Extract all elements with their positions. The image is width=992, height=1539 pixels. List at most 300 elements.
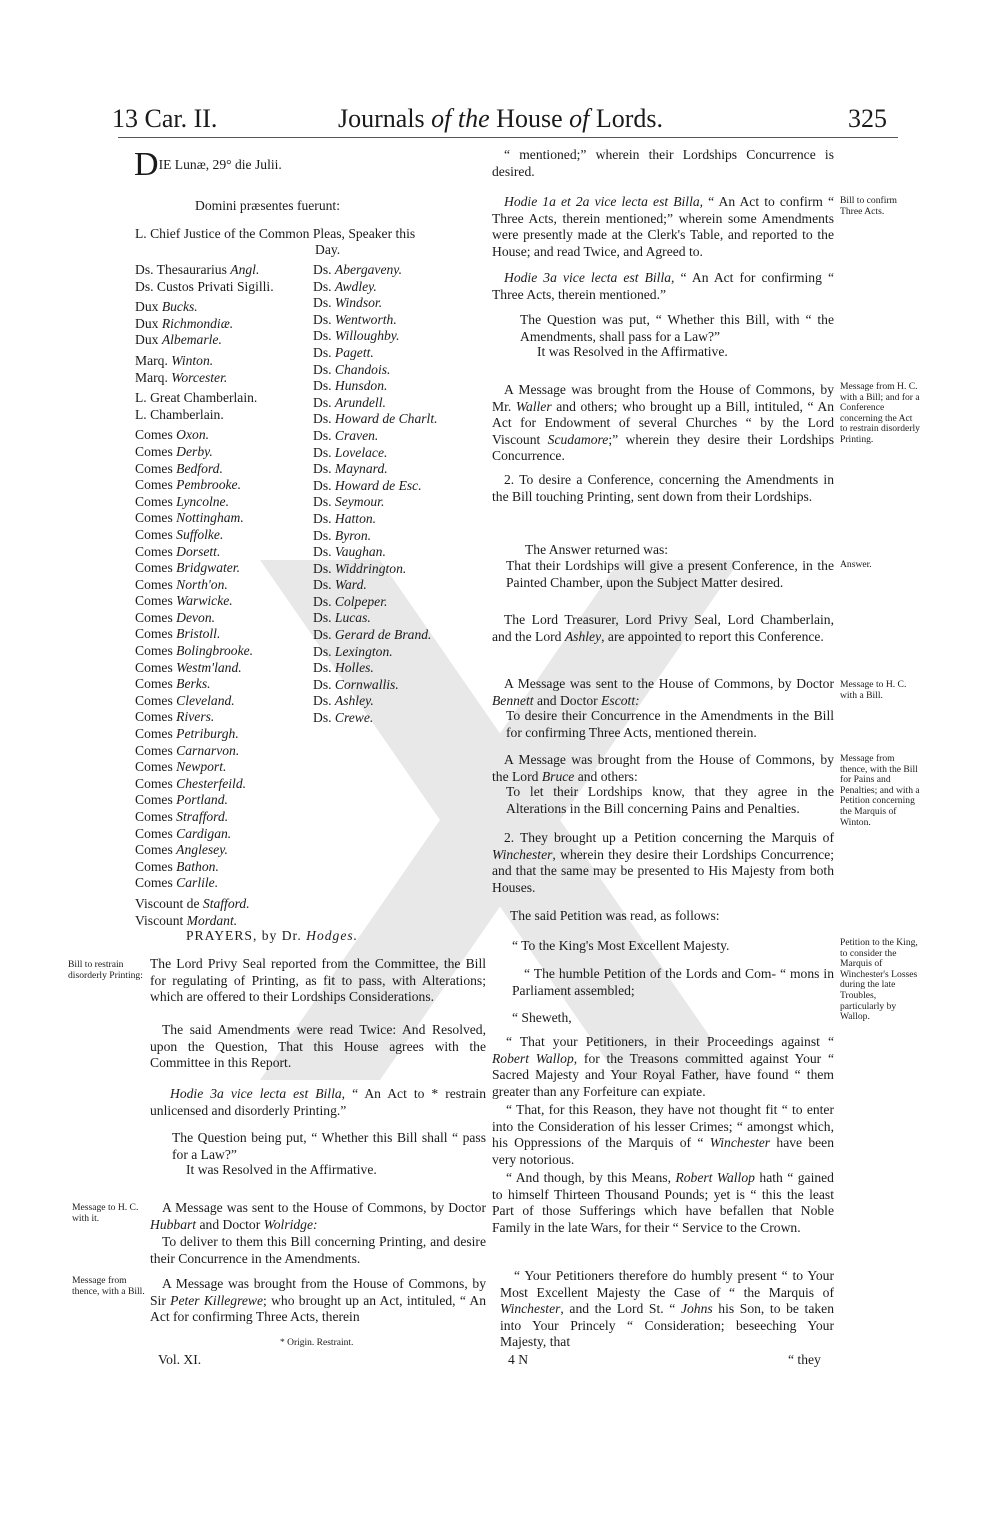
title-journals: Journals — [338, 104, 425, 133]
roll-title: Ds. — [313, 278, 335, 294]
roll-name: Cleveland. — [176, 692, 235, 708]
roll-entry — [135, 544, 305, 561]
r2-formula: Hodie 1a et 2a vice lecta est Billa, — [504, 194, 704, 209]
roll-title: Dux — [135, 332, 162, 348]
roll-entry — [135, 353, 305, 370]
r20-winchester: Winchester — [709, 1135, 771, 1151]
third-reading-bill: “ An Act to * restrain unlicensed and disorderly Printing.” — [150, 1086, 486, 1118]
roll-entry — [135, 610, 305, 627]
roll-title: Marq. — [135, 352, 172, 368]
para-third-reading-printing — [150, 1086, 486, 1119]
roll-name: Howard de Charlt. — [334, 411, 438, 427]
para-r5 — [492, 382, 834, 465]
para-deliver-bill: To deliver to them this Bill concerning Printing, and desire their Concurrence in the Amendments. — [150, 1234, 486, 1266]
header-rule — [118, 137, 898, 138]
roll-name: North'on. — [176, 576, 228, 592]
roll-title: Ds. — [313, 560, 335, 576]
roll-entry — [135, 461, 305, 478]
roll-name: Windsor. — [334, 295, 383, 311]
r10-a: A Message was sent to the House of Commons, by Doctor — [504, 676, 834, 691]
resolved-printing: It was Resolved in the Affirmative. — [186, 1162, 377, 1177]
title-of-the: of the — [431, 104, 490, 133]
para-r4: The Question was put, “ Whether this Bill, with “ the Amendments, shall pass for a Law?” — [520, 312, 834, 344]
petition-para-2 — [492, 1102, 834, 1168]
msg2-name-killegrewe: Peter Killegrewe — [170, 1292, 264, 1308]
roll-name: Maynard. — [334, 461, 388, 477]
prayers-line — [186, 928, 358, 945]
roll-title: Comes — [135, 510, 177, 526]
roll-title: Ds. — [313, 262, 335, 277]
roll-name: Bristoll. — [176, 626, 221, 642]
roll-title: Ds. — [313, 660, 335, 676]
margin-note-petition-king: Petition to the King, to consider the Marquis of Winchester's Losses during the late Troubles, particularly by Wallop. — [840, 937, 918, 1023]
roll-name: Widdrington. — [334, 560, 407, 576]
petition-sheweth: “ Sheweth, — [512, 1010, 572, 1025]
roll-name: Willoughby. — [334, 328, 400, 344]
petition-para-3 — [492, 1170, 834, 1236]
roll-entry — [313, 378, 483, 395]
margin-note-message-to-hc-bill: Message to H. C. with a Bill. — [840, 679, 907, 701]
catchword: “ they — [788, 1352, 821, 1367]
roll-name: Byron. — [334, 527, 372, 543]
roll-title: Comes — [135, 477, 177, 493]
roll-entry — [135, 510, 305, 527]
para-r9 — [492, 612, 834, 645]
page-number: 325 — [848, 104, 887, 133]
roll-title: Ds. — [313, 461, 335, 477]
para-question-printing: The Question being put, “ Whether this Bill shall “ pass for a Law?” — [172, 1130, 486, 1162]
r12-a: A Message was brought from the House of Commons, by the Lord — [492, 752, 834, 784]
roll-entry — [135, 407, 305, 424]
running-head-title — [338, 104, 663, 134]
roll-entry — [313, 528, 483, 545]
roll-title: Comes — [135, 560, 177, 576]
roll-title: Comes — [135, 858, 177, 874]
roll-entry — [313, 478, 483, 495]
roll-name: Warwicke. — [176, 593, 233, 609]
roll-name: Crewe. — [334, 710, 374, 726]
roll-entry — [135, 316, 305, 333]
roll-entry — [135, 676, 305, 693]
roll-entry — [313, 262, 483, 279]
roll-title: Comes — [135, 692, 177, 708]
roll-entry — [313, 494, 483, 511]
roll-title: Ds. — [313, 494, 335, 510]
roll-entry — [313, 345, 483, 362]
roll-name: Bridgwater. — [176, 560, 240, 576]
roll-entry — [313, 594, 483, 611]
roll-title: Comes — [135, 759, 177, 775]
roll-name: Howard de Esc. — [334, 477, 422, 493]
r12-c: and others: — [577, 768, 638, 784]
roll-entry — [135, 494, 305, 511]
roll-title: Ds. — [313, 427, 335, 443]
roll-entry — [313, 362, 483, 379]
r3-text: “ An Act for confirming “ Three Acts, therein mentioned.” — [492, 270, 834, 302]
roll-entry — [135, 390, 305, 407]
r14-a: 2. They brought up a Petition concerning the Marquis of — [504, 830, 834, 845]
r10-escott: Escott: — [601, 692, 640, 708]
roll-entry — [135, 709, 305, 726]
roll-entry — [135, 913, 305, 930]
msg-name-wolridge: Wolridge: — [263, 1216, 318, 1232]
roll-entry — [135, 527, 305, 544]
roll-name: Devon. — [176, 609, 216, 625]
roll-title: Comes — [135, 842, 177, 858]
roll-name: Bedford. — [176, 460, 223, 476]
r14-c: , wherein they desire their Lordships Concurrence; and that the same may be presented to His Majesty from both Houses. — [492, 846, 834, 895]
roll-entry — [135, 809, 305, 826]
margin-note-answer: Answer. — [840, 559, 872, 570]
roll-entry — [135, 660, 305, 677]
roll-title: Comes — [135, 809, 177, 824]
roll-name: Holles. — [334, 660, 374, 676]
roll-name: Anglesey. — [176, 842, 228, 858]
roll-title: Ds. — [313, 610, 335, 626]
roll-title: Dux — [135, 315, 162, 331]
roll-entry — [313, 428, 483, 445]
roll-name: Ashley. — [334, 693, 374, 709]
roll-title: Dux — [135, 299, 162, 315]
speaker-line-2: Day. — [315, 242, 341, 257]
roll-entry — [313, 627, 483, 644]
roll-title: Ds. — [313, 693, 335, 709]
roll-title: Comes — [135, 825, 177, 841]
roll-name: Winton. — [171, 352, 214, 368]
drop-cap: D — [134, 146, 159, 183]
roll-title: Ds. — [313, 295, 335, 311]
r5-scudamore: Scudamore — [547, 431, 609, 447]
roll-name: Chandois. — [334, 361, 391, 377]
roll-name: Chesterfeild. — [176, 775, 247, 791]
roll-entry — [313, 677, 483, 694]
roll-entry — [135, 776, 305, 793]
roll-entry — [135, 262, 305, 279]
msg2-text-c: ; who brought up an Act, intituled, “ An Act for confirming Three Acts, therein — [150, 1292, 487, 1325]
roll-title: Ds. — [313, 627, 335, 643]
r19-wallop: Robert Wallop — [492, 1050, 574, 1066]
para-message-from-commons — [150, 1276, 486, 1326]
para-r2 — [492, 194, 834, 260]
roll-title: Comes — [135, 593, 177, 609]
r22-a: “ Your Petitioners therefore do humbly present “ to Your Most Excellent Majesty the Case of “ the Marquis of — [500, 1268, 834, 1300]
roll-title: Comes — [135, 460, 177, 476]
roll-name: Strafford. — [176, 809, 229, 824]
para-r3 — [492, 270, 834, 303]
footnote: * Origin. Restraint. — [280, 1338, 354, 1348]
roll-name: Craven. — [334, 427, 379, 443]
dateline — [134, 146, 282, 183]
para-r6: 2. To desire a Conference, concerning the Amendments in the Bill touching Printing, sent down from their Lordships. — [492, 472, 834, 504]
roll-entry — [135, 726, 305, 743]
para-amendments-read: The said Amendments were read Twice: And Resolved, upon the Question, That this House agrees with the Committee in this Report. — [150, 1022, 486, 1071]
roll-title: Comes — [135, 526, 177, 542]
para-lord-privy-seal-report: The Lord Privy Seal reported from the Committee, the Bill for regulating of Printing, as fit to pass, with Alterations; which are offered to their Lordships Considerations. — [150, 956, 486, 1005]
roll-name: Stafford. — [202, 895, 250, 911]
roll-name: Nottingham. — [176, 510, 244, 526]
msg-name-hubbart: Hubbart — [150, 1216, 197, 1232]
r10-c: and Doctor — [536, 692, 598, 708]
para-r11: To desire their Concurrence in the Amendments in the Bill for confirming Three Acts, mentioned therein. — [506, 708, 834, 740]
margin-note-message-from-thence: Message from thence, with a Bill. — [72, 1275, 145, 1297]
roll-name: Pembrooke. — [176, 477, 241, 493]
roll-name: Pagett. — [334, 344, 374, 360]
roll-entry — [135, 593, 305, 610]
roll-entry — [135, 370, 305, 387]
r22-c: , and the Lord St. “ — [560, 1301, 676, 1317]
roll-entry — [135, 792, 305, 809]
roll-entry — [135, 896, 305, 913]
roll-name: Lovelace. — [334, 444, 388, 460]
roll-entry — [135, 859, 305, 876]
roll-title: Ds. Custos Privati Sigilli. — [135, 278, 274, 294]
roll-name: Wentworth. — [334, 311, 397, 327]
roll-name: Bolingbrooke. — [176, 643, 254, 659]
para-r8: That their Lordships will give a present Conference, in the Painted Chamber, upon the Subject Matter desired. — [506, 558, 834, 590]
r9-ashley: Ashley — [564, 628, 602, 644]
resolved-r4: It was Resolved in the Affirmative. — [537, 344, 728, 359]
roll-title: Ds. — [313, 527, 335, 543]
r20-c: have been very notorious. — [492, 1135, 834, 1167]
petition-read-heading: The said Petition was read, as follows: — [510, 908, 720, 923]
msg-text-a: A Message was sent to the House of Commons, by Doctor — [162, 1200, 486, 1215]
roll-name: Cardigan. — [176, 825, 232, 841]
roll-entry — [313, 461, 483, 478]
msg-text-c: and Doctor — [199, 1216, 261, 1232]
roll-name: Gerard de Brand. — [334, 627, 432, 643]
roll-title: Comes — [135, 659, 177, 675]
volume-label: Vol. XI. — [158, 1352, 202, 1367]
title-house: House — [496, 104, 563, 133]
roll-title: Ds. — [313, 361, 335, 377]
roll-name: Cornwallis. — [334, 676, 399, 692]
r5-e: ;” wherein they desire their Lordships Concurrence. — [492, 431, 834, 464]
roll-title: Comes — [135, 775, 177, 791]
roll-name: Abergaveny. — [334, 262, 402, 277]
roll-title: Comes — [135, 726, 177, 742]
roll-entry — [135, 759, 305, 776]
roll-title: Ds. — [313, 710, 335, 726]
roll-right-list — [313, 262, 483, 727]
roll-title: Ds. — [313, 544, 335, 560]
roll-name: Rivers. — [176, 709, 215, 725]
roll-entry — [135, 626, 305, 643]
dateline-text: IE Lunæ, 29° die Julii. — [158, 157, 282, 172]
roll-entry — [135, 826, 305, 843]
roll-title: Ds. — [313, 328, 335, 344]
roll-title: Comes — [135, 643, 177, 659]
roll-entry — [313, 577, 483, 594]
margin-note-restrain-printing: Bill to restrain disorderly Printing: — [68, 959, 143, 981]
roll-name: Angl. — [230, 262, 260, 277]
roll-name: Carlile. — [176, 875, 219, 891]
roll-name: Carnarvon. — [176, 742, 240, 758]
para-r1: “ mentioned;” wherein their Lordships Concurrence is desired. — [492, 147, 834, 179]
roll-entry — [313, 411, 483, 428]
roll-entry — [313, 328, 483, 345]
para-message-to-commons — [150, 1200, 486, 1233]
r22-winchester: Winchester — [500, 1301, 561, 1317]
running-head-regnal-year: 13 Car. II. — [112, 104, 218, 133]
roll-title: Ds. — [313, 444, 335, 460]
roll-entry — [135, 477, 305, 494]
roll-entry — [135, 643, 305, 660]
roll-title: Ds. — [313, 477, 335, 493]
roll-name: Bucks. — [161, 299, 198, 315]
roll-title: L. Chamberlain. — [135, 406, 224, 422]
roll-entry — [313, 295, 483, 312]
roll-title: Viscount de — [135, 895, 203, 911]
roll-title: Ds. — [313, 344, 335, 360]
roll-title: Ds. — [313, 411, 335, 427]
petition-para-4 — [500, 1268, 834, 1351]
para-r10 — [492, 676, 834, 709]
roll-name: Westm'land. — [176, 659, 242, 675]
roll-entry — [313, 610, 483, 627]
msg2-text-a: A Message was brought from the House of Commons, by Sir — [150, 1276, 486, 1308]
roll-name: Bathon. — [176, 858, 219, 874]
roll-title: L. Great Chamberlain. — [135, 390, 258, 406]
r19-a: “ That your Petitioners, in their Proceedings against “ — [506, 1034, 834, 1049]
signature-mark: 4 N — [508, 1352, 529, 1367]
petition-title: “ The humble Petition of the Lords and Com- “ mons in Parliament assembled; — [512, 966, 834, 998]
roll-title: Comes — [135, 626, 177, 642]
roll-entry — [135, 427, 305, 444]
roll-name: Derby. — [176, 443, 213, 459]
roll-entry — [313, 395, 483, 412]
r21-wallop: Robert Wallop — [675, 1170, 755, 1185]
r20-a: “ That, for this Reason, they have not thought fit “ to enter into the Consideration of his lesser Crimes; “ amongst which, his Oppressions of the Marquis of “ — [492, 1102, 834, 1151]
roll-name: Seymour. — [334, 494, 385, 510]
roll-entry — [313, 279, 483, 296]
roll-name: Richmondiæ. — [161, 315, 234, 331]
roll-entry — [135, 693, 305, 710]
r5-a: A Message was brought from the House of Commons, by Mr. — [492, 382, 834, 414]
roll-entry — [135, 875, 305, 892]
roll-title: Marq. — [135, 369, 172, 385]
r22-johns: Johns — [680, 1301, 713, 1317]
r22-e: his Son, to be taken into Your Princely “ Consideration; beseeching Your Majesty, that — [500, 1301, 834, 1350]
roll-title: Comes — [135, 875, 177, 891]
roll-entry — [313, 710, 483, 727]
roll-name: Oxon. — [176, 427, 210, 443]
roll-title: Comes — [135, 493, 177, 509]
roll-name: Mordant. — [186, 912, 238, 928]
roll-title: Ds. — [313, 676, 335, 692]
roll-left-list — [135, 262, 305, 929]
roll-name: Portland. — [176, 792, 228, 808]
roll-name: Petriburgh. — [176, 726, 239, 742]
roll-entry — [135, 560, 305, 577]
roll-title: Ds. — [313, 378, 335, 394]
roll-name: Albemarle. — [161, 332, 222, 348]
roll-title: Ds. — [313, 394, 335, 410]
roll-entry — [313, 445, 483, 462]
roll-entry — [313, 644, 483, 661]
roll-name: Lucas. — [334, 610, 371, 626]
roll-title: Comes — [135, 609, 177, 625]
r5-waller: Waller — [515, 398, 552, 414]
margin-note-pains-penalties: Message from thence, with the Bill for Pains and Penalties; and with a Petition concerning the Marquis of Winton. — [840, 753, 920, 828]
r14-winchester: Winchester — [492, 846, 553, 862]
margin-note-message-conference: Message from H. C. with a Bill; and for a Conference concerning the Act to restrain disorderly Printing. — [840, 381, 920, 445]
para-r14 — [492, 830, 834, 896]
prayers-label: PRAYERS, by Dr. — [186, 928, 302, 943]
r3-formula: Hodie 3a vice lecta est Billa, — [504, 270, 675, 285]
roll-name: Worcester. — [171, 369, 228, 385]
r12-bruce: Bruce — [541, 768, 575, 784]
roll-title: Comes — [135, 543, 177, 559]
r21-a: “ And though, by this Means, — [506, 1170, 671, 1185]
para-r12 — [492, 752, 834, 785]
roll-entry — [135, 842, 305, 859]
r5-c: and others; who brought up a Bill, intituled, “ An Act for Endowment of several Churches “ by the Lord Viscount — [492, 398, 834, 447]
roll-name: Ward. — [334, 577, 367, 593]
title-lords: Lords. — [595, 104, 664, 133]
present-heading: Domini præsentes fuerunt: — [195, 198, 340, 213]
title-of: of — [569, 104, 590, 133]
roll-entry — [313, 544, 483, 561]
roll-name: Arundell. — [334, 394, 386, 410]
prayers-chaplain: Hodges. — [306, 928, 359, 943]
roll-entry — [135, 299, 305, 316]
roll-title: Comes — [135, 709, 177, 725]
roll-entry — [313, 511, 483, 528]
roll-title: Comes — [135, 427, 177, 443]
margin-note-message-to-hc: Message to H. C. with it. — [72, 1202, 139, 1224]
roll-entry — [313, 312, 483, 329]
roll-title: Ds. — [313, 593, 335, 609]
petition-address: “ To the King's Most Excellent Majesty. — [512, 938, 730, 953]
petition-para-1 — [492, 1034, 834, 1100]
roll-entry — [135, 332, 305, 349]
roll-entry — [313, 693, 483, 710]
roll-name: Lexington. — [334, 643, 393, 659]
roll-entry — [135, 444, 305, 461]
roll-title: Comes — [135, 676, 177, 692]
roll-title: Ds. Thesaurarius — [135, 262, 231, 277]
roll-entry — [313, 660, 483, 677]
roll-entry — [135, 279, 305, 296]
roll-name: Suffolke. — [176, 526, 224, 542]
roll-entry — [135, 743, 305, 760]
roll-name: Awdley. — [334, 278, 377, 294]
r10-bennett: Bennett — [492, 692, 534, 708]
speaker-line-1: L. Chief Justice of the Common Pleas, Speaker this — [135, 226, 416, 241]
roll-entry — [313, 561, 483, 578]
roll-entry — [135, 577, 305, 594]
roll-name: Hatton. — [334, 510, 377, 526]
roll-name: Newport. — [176, 759, 227, 775]
roll-name: Dorsett. — [176, 543, 221, 559]
r9-c: , are appointed to report this Conference. — [601, 628, 824, 644]
roll-title: Ds. — [313, 643, 335, 659]
roll-name: Lyncolne. — [176, 493, 229, 509]
roll-title: Comes — [135, 443, 177, 459]
r21-c: hath “ gained to himself Thirteen Thousand Pounds; yet is “ this the least Part of those Sufferings which have befallen that Noble Family in the late Wars, for their “ Service to the Crown. — [492, 1170, 834, 1235]
roll-title: Viscount — [135, 912, 187, 928]
para-r13: To let their Lordships know, that they agree in the Alterations in the Bill concerning Pains and Penalties. — [506, 784, 834, 816]
roll-name: Colpeper. — [334, 593, 388, 609]
roll-title: Ds. — [313, 510, 335, 526]
roll-name: Hunsdon. — [334, 378, 388, 394]
margin-note-confirm-acts: Bill to confirm Three Acts. — [840, 195, 898, 217]
answer-heading: The Answer returned was: — [525, 542, 669, 557]
roll-name: Berks. — [176, 676, 211, 692]
roll-title: Comes — [135, 576, 177, 592]
r19-c: , for the Treasons committed against Your “ Sacred Majesty and Your Royal Father, have found “ them greater than any Forfeiture can expiate. — [492, 1050, 834, 1099]
r2-text: “ An Act to confirm “ Three Acts, therein mentioned;” wherein some Amendments were presently made at the Clerk's Table, and reported to the House; and read Twice, and Agreed to. — [492, 194, 835, 259]
